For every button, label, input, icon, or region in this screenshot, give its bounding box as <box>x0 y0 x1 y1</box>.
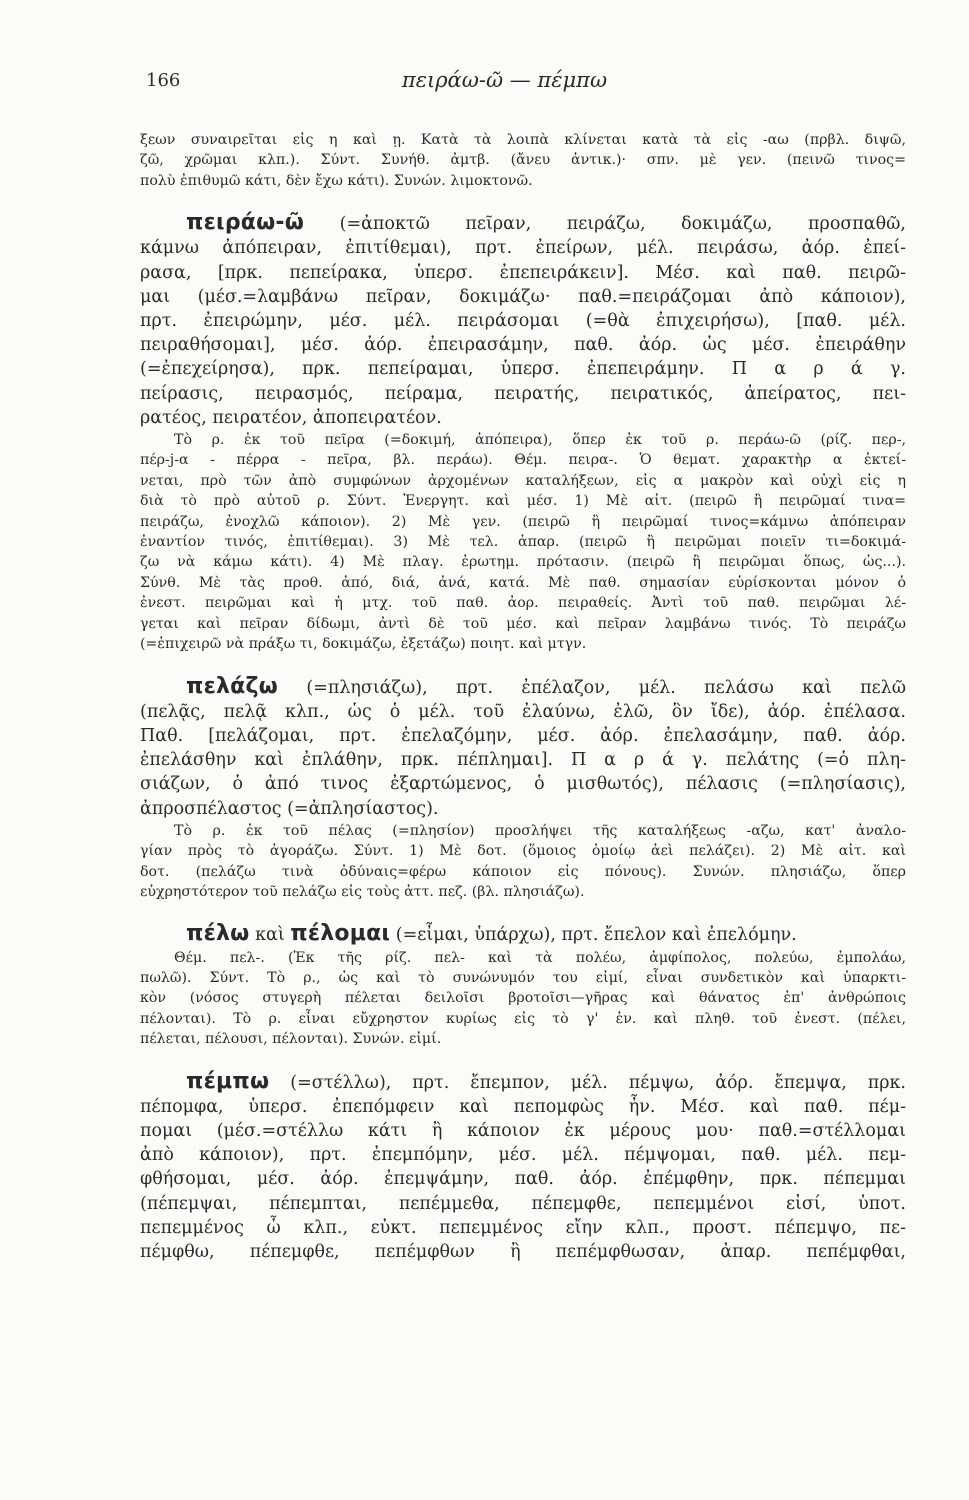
text-line: (πέπεμψαι, πέπεμπται, πεπέμμεθα, πέπεμφθε, πεπεμμένοι εἰσί, ὑποτ. <box>140 1193 906 1214</box>
intro-paragraph <box>140 130 906 191</box>
text-line: (=ἀποκτῶ πεῖραν, πειράζω, δοκιμάζω, προσπαθῶ, <box>304 214 906 235</box>
text-line: Θέμ. πελ-. (Ἐκ τῆς ρίζ. πελ- καὶ τὰ πολέω, ἀμφίπολος, πολεύω, ἐμπολάω, <box>174 949 906 966</box>
text-line: ἐναντίον τινός, ἐπιτίθεμαι). 3) Μὲ τελ. ἀπαρ. (πειρῶ ἢ πειρῶμαι ποιεῖν τι=δοκιμά- <box>140 534 906 551</box>
entry-pelo <box>140 922 906 947</box>
text-line: ἀπὸ κάποιον), πρτ. ἐπεμπόμην, μέσ. μέλ. πέμψομαι, παθ. μέλ. πεμ- <box>140 1145 906 1166</box>
text-line: κάμνω ἀπόπειραν, ἐπιτίθεμαι), πρτ. ἐπείρων, μέλ. πειράσω, ἀόρ. ἐπεί- <box>140 238 906 259</box>
text-line: πρτ. ἐπειρώμην, μέσ. μέλ. πειράσομαι (=θὰ ἐπιχειρήσω), [παθ. μέλ. <box>140 311 906 332</box>
text-line: (πελᾷς, πελᾷ κλπ., ὡς ὁ μέλ. τοῦ ἐλαύνω, ἐλῶ, ὃν ἴδε), ἀόρ. ἐπέλασα. <box>140 701 906 722</box>
text-line: σιάζων, ὁ ἀπό τινος ἐξαρτώμενος, ὁ μισθωτός), πέλασις (=πλησίασις), <box>140 774 906 795</box>
text-line: Τὸ ρ. ἐκ τοῦ πέλας (=πλησίον) προσλήψει τῆς καταλήξεως -αζω, κατ' ἀναλο- <box>174 822 906 839</box>
text-line: πωλῶ). Σύντ. Τὸ ρ., ὡς καὶ τὸ συνώνυμόν του εἰμί, εἶναι συνδετικὸν καὶ ὑπαρκτι- <box>140 969 906 986</box>
entry-lemma: πελάζω <box>186 673 279 699</box>
text-line: ρατέος, πειρατέον, ἀποπειρατέον. <box>140 407 442 428</box>
text-line: ξεων συναιρεῖται εἰς η καὶ ῃ. Κατὰ τὰ λοιπὰ κλίνεται κατὰ τὰ εἰς -αω (πρβλ. διψῶ, <box>140 132 906 148</box>
text-line: πομαι (μέσ.=στέλλω κάτι ἢ κάποιον ἐκ μέρους μου· παθ.=στέλλομαι <box>140 1121 906 1141</box>
entry-note <box>140 430 906 654</box>
entry-pempo <box>140 1070 906 1265</box>
text-line: πέλονται). Τὸ ρ. εἶναι εὔχρηστον κυρίως εἰς τὸ γ' ἑν. καὶ πληθ. τοῦ ἐνεστ. (πέλει, <box>140 1010 906 1027</box>
text-line: φθήσομαι, μέσ. ἀόρ. ἐπεμψάμην, παθ. ἀόρ. ἐπέμφθην, πρκ. πέπεμμαι <box>140 1169 906 1190</box>
entry-lemma-2: πέλομαι <box>290 921 391 947</box>
entry-lemma: πέμπω <box>186 1068 270 1094</box>
text-line: ἐπελάσθην καὶ ἐπλάθην, πρκ. πέπλημαι]. Π α ρ ά γ. πελάτης (=ὁ πλη- <box>140 750 906 771</box>
text-line: (=στέλλω), πρτ. ἔπεμπον, μέλ. πέμψω, ἀόρ. ἔπεμψα, πρκ. <box>269 1072 906 1093</box>
text-line: πείρασις, πειρασμός, πείραμα, πειρατής, πειρατικός, ἀπείρατος, πει- <box>140 383 906 404</box>
entry-note <box>140 821 906 903</box>
text-line: ζῶ, χρῶμαι κλπ.). Σύντ. Συνήθ. ἀμτβ. (ἄνευ ἀντικ.)· σπν. μὲ γεν. (πεινῶ τινος= <box>140 152 906 169</box>
text-line: πέμφθω, πέπεμφθε, πεπέμφθων ἢ πεπέμφθωσαν, ἀπαρ. πεπέμφθαι, <box>140 1242 906 1263</box>
text-line: πολὺ ἐπιθυμῶ κάτι, δὲν ἔχω κάτι). Συνών. λιμοκτονῶ. <box>140 172 533 189</box>
text-line: Σύνθ. Μὲ τὰς προθ. ἀπό, διά, ἀνά, κατά. Μὲ παθ. σημασίαν εὑρίσκονται μόνον ὁ <box>140 574 906 591</box>
text-line: κὸν (νόσος στυγερὴ πέλεται δειλοῖσι βροτοῖσι—γῆρας καὶ θάνατος ἐπ' ἀνθρώποις <box>140 990 906 1007</box>
text-line: πειράζω, ἐνοχλῶ κάποιον). 2) Μὲ γεν. (πειρῶ ἢ πειρῶμαί τινος=κάμνω ἀπόπειραν <box>140 513 906 530</box>
text-line: εὐχρηστότερον τοῦ πελάζω εἰς τοὺς ἀττ. πεζ. (βλ. πλησιάζω). <box>140 883 585 900</box>
text-line: πέρ-j-α - πέρρα - πεῖρα, βλ. περάω). Θέμ. πειρα-. Ὁ θεματ. χαρακτὴρ α ἐκτεί- <box>140 452 906 469</box>
text-line: ρασα, [πρκ. πεπείρακα, ὑπερσ. ἐπεπειράκειν]. Μέσ. καὶ παθ. πειρῶ- <box>140 262 906 283</box>
text-line: γεται καὶ πεῖραν δίδωμι, ἀντὶ δὲ τοῦ μέσ. καὶ πεῖραν λαμβάνω τινός. Τὸ πειράζω <box>140 615 906 632</box>
text-line: ἐνεστ. πειρῶμαι καὶ ἡ μτχ. τοῦ παθ. ἀορ. πειραθείς. Ἀντὶ τοῦ παθ. πειρῶμαι λέ- <box>140 595 906 612</box>
entry-lemma: πειράω-ῶ <box>186 210 305 236</box>
text-line: ἀπροσπέλαστος (=ἀπλησίαστος). <box>140 798 439 819</box>
page-number: 166 <box>146 70 181 91</box>
text-line: (=ἐπεχείρησα), πρκ. πεπείραμαι, ὑπερσ. ἐπεπειράμην. Π α ρ ά γ. <box>140 359 906 380</box>
text-line: διὰ τὸ πρὸ αὐτοῦ ρ. Σύντ. Ἐνεργητ. καὶ μέσ. 1) Μὲ αἰτ. (πειρῶ ἢ πειρῶμαί τινα= <box>140 493 906 510</box>
text-line: Τὸ ρ. ἐκ τοῦ πεῖρα (=δοκιμή, ἀπόπειρα), ὅπερ ἐκ τοῦ ρ. περάω-ῶ (ρίζ. περ-, <box>174 432 906 449</box>
running-head: πειράω-ῶ — πέμπω <box>401 68 608 92</box>
text-line: πέπομφα, ὑπερσ. ἐπεπόμφειν καὶ πεπομφὼς ἦν. Μέσ. καὶ παθ. πέμ- <box>140 1096 906 1117</box>
entry-note <box>140 948 906 1050</box>
page-body <box>140 130 906 1264</box>
entry-pelazo <box>140 675 906 821</box>
text-line: γίαν πρὸς τὸ ἀγοράζω. Σύντ. 1) Μὲ δοτ. (ὅμοιος ὁμοίῳ ἀεὶ πελάζει). 2) Μὲ αἰτ. καὶ <box>140 843 906 860</box>
text-line: πεπεμμένος ὦ κλπ., εὐκτ. πεπεμμένος εἴην κλπ., προστ. πέπεμψο, πε- <box>140 1217 906 1238</box>
text-line: πέλεται, πέλουσι, πέλονται). Συνών. εἰμί. <box>140 1031 442 1048</box>
text-line: (=εἶμαι, ὑπάρχω), πρτ. ἔπελον καὶ ἐπελόμην. <box>390 925 797 946</box>
entry-peirao <box>140 211 906 430</box>
lemma-join: καὶ <box>249 925 291 946</box>
text-line: (=ἐπιχειρῶ νὰ πράξω τι, δοκιμάζω, ἐξετάζω) ποιητ. καὶ μτγν. <box>140 636 587 653</box>
entry-lemma: πέλω <box>186 921 250 947</box>
text-line: νεται, πρὸ τῶν ἀπὸ συμφώνων ἀρχομένων καταλήξεων, εἰς α μακρὸν καὶ οὐχὶ εἰς η <box>140 472 906 489</box>
text-line: ζω νὰ κάμω κάτι). 4) Μὲ πλαγ. ἐρωτημ. πρότασιν. (πειρῶ ἢ πειρῶμαι ὅπως, ὡς...). <box>140 554 906 571</box>
text-line: μαι (μέσ.=λαμβάνω πεῖραν, δοκιμάζω· παθ.=πειράζομαι ἀπὸ κάποιον), <box>140 286 906 307</box>
text-line: Παθ. [πελάζομαι, πρτ. ἐπελαζόμην, μέσ. ἀόρ. ἐπελασάμην, παθ. ἀόρ. <box>140 725 906 746</box>
text-line: δοτ. (πελάζω τινὰ ὀδύναις=φέρω κάποιον εἰς πόνους). Συνών. πλησιάζω, ὅπερ <box>140 863 906 880</box>
text-line: πειραθήσομαι], μέσ. ἀόρ. ἐπειρασάμην, παθ. ἀόρ. ὡς μέσ. ἐπειράθην <box>140 335 906 356</box>
text-line: (=πλησιάζω), πρτ. ἐπέλαζον, μέλ. πελάσω καὶ πελῶ <box>278 677 906 698</box>
